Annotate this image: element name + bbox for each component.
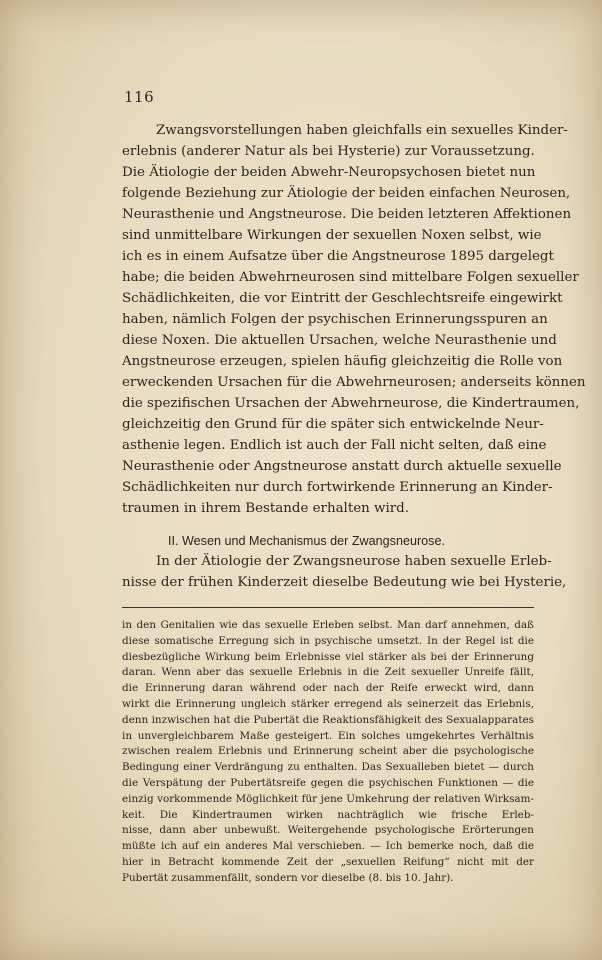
- text-line: ich es in einem Aufsatze über die Angstneurose 1895 dargelegt: [122, 249, 554, 264]
- footnote-line: diesbezügliche Wirkung beim Erlebnisse viel stärker als bei der Erinnerung: [122, 650, 534, 663]
- paragraph: [122, 120, 586, 519]
- text-line: habe; die beiden Abwehrneurosen sind mittelbare Folgen sexueller: [122, 270, 579, 285]
- footnote-line: einzig vorkommende Möglichkeit für jene Umkehrung der relativen Wirksam-: [122, 792, 534, 805]
- footnote-line: wirkt die Erinnerung ungleich stärker erregend als seinerzeit das Erlebnis,: [122, 697, 534, 710]
- footnote: [122, 618, 534, 887]
- text-line: Zwangsvorstellungen haben gleichfalls ein sexuelles Kinder-: [156, 123, 568, 138]
- text-line: nisse der frühen Kinderzeit dieselbe Bedeutung wie bei Hysterie,: [122, 575, 567, 590]
- text-line: Schädlichkeiten, die vor Eintritt der Geschlechtsreife eingewirkt: [122, 291, 563, 306]
- text-line: erweckenden Ursachen für die Abwehrneurosen; anderseits können: [122, 375, 586, 390]
- text-line: Neurasthenie und Angstneurose. Die beiden letzteren Affektionen: [122, 207, 572, 222]
- text-line: Die Ätiologie der beiden Abwehr-Neuropsychosen bietet nun: [122, 165, 536, 180]
- page-body: [122, 120, 586, 887]
- text-line: folgende Beziehung zur Ätiologie der beiden einfachen Neurosen,: [122, 186, 571, 201]
- footnote-line: müßte ich auf ein anderes Mal verschieben. — Ich bemerke noch, daß die: [122, 840, 534, 853]
- text-line: In der Ätiologie der Zwangsneurose haben sexuelle Erleb-: [156, 554, 552, 569]
- text-line: Schädlichkeiten nur durch fortwirkende Erinnerung an Kinder-: [122, 480, 553, 495]
- footnote-line: in unvergleichbarem Maße gesteigert. Ein solches umgekehrtes Verhältnis: [122, 729, 534, 742]
- text-line: sind unmittelbare Wirkungen der sexuellen Noxen selbst, wie: [122, 228, 542, 243]
- section-paragraph: [122, 551, 567, 593]
- text-line: asthenie legen. Endlich ist auch der Fall nicht selten, daß eine: [122, 438, 547, 453]
- footnote-line: daran. Wenn aber das sexuelle Erlebnis in die Zeit sexueller Unreife fällt,: [122, 666, 534, 679]
- footnote-line: Pubertät zusammenfällt, sondern vor dieselbe (8. bis 10. Jahr).: [122, 871, 454, 884]
- footnote-line: keit. Die Kindertraumen wirken nachträglich wie frische Erleb-: [122, 808, 534, 821]
- page-number: 116: [124, 88, 155, 106]
- footnote-line: die Verspätung der Pubertätsreife gegen die psychischen Funktionen — die: [122, 776, 534, 789]
- footnote-line: in den Genitalien wie das sexuelle Erleben selbst. Man darf annehmen, daß: [122, 619, 534, 631]
- footnote-line: nisse, dann aber unbewußt. Weitergehende psychologische Erörterungen: [122, 824, 534, 837]
- footnote-divider: [122, 607, 534, 608]
- text-line: gleichzeitig den Grund für die später sich entwickelnde Neur-: [122, 417, 544, 432]
- text-line: Neurasthenie oder Angstneurose anstatt durch aktuelle sexuelle: [122, 459, 562, 474]
- text-line: erlebnis (anderer Natur als bei Hysterie) zur Voraussetzung.: [122, 144, 535, 159]
- text-line: die spezifischen Ursachen der Abwehrneurose, die Kindertraumen,: [122, 396, 580, 411]
- text-line: traumen in ihrem Bestande erhalten wird.: [122, 501, 409, 516]
- text-line: Angstneurose erzeugen, spielen häufig gleichzeitig die Rolle von: [122, 354, 563, 369]
- footnote-line: diese somatische Erregung sich in psychische umsetzt. In der Regel ist die: [122, 634, 534, 647]
- footnote-line: denn inzwischen hat die Pubertät die Reaktionsfähigkeit des Sexualapparates: [122, 713, 534, 726]
- footnote-line: Bedingung einer Verdrängung zu enthalten. Das Sexualleben bietet — durch: [122, 761, 534, 774]
- footnote-line: hier in Betracht kommende Zeit der „sexuellen Reifung“ nicht mit der: [122, 855, 534, 868]
- footnote-line: die Erinnerung daran während oder nach der Reife erweckt wird, dann: [122, 682, 534, 695]
- text-line: diese Noxen. Die aktuellen Ursachen, welche Neurasthenie und: [122, 333, 557, 348]
- text-line: haben, nämlich Folgen der psychischen Erinnerungsspuren an: [122, 312, 548, 327]
- footnote-line: zwischen realem Erlebnis und Erinnerung scheint aber die psychologische: [122, 745, 534, 758]
- section-heading: II. Wesen und Mechanismus der Zwangsneurose.: [168, 534, 445, 548]
